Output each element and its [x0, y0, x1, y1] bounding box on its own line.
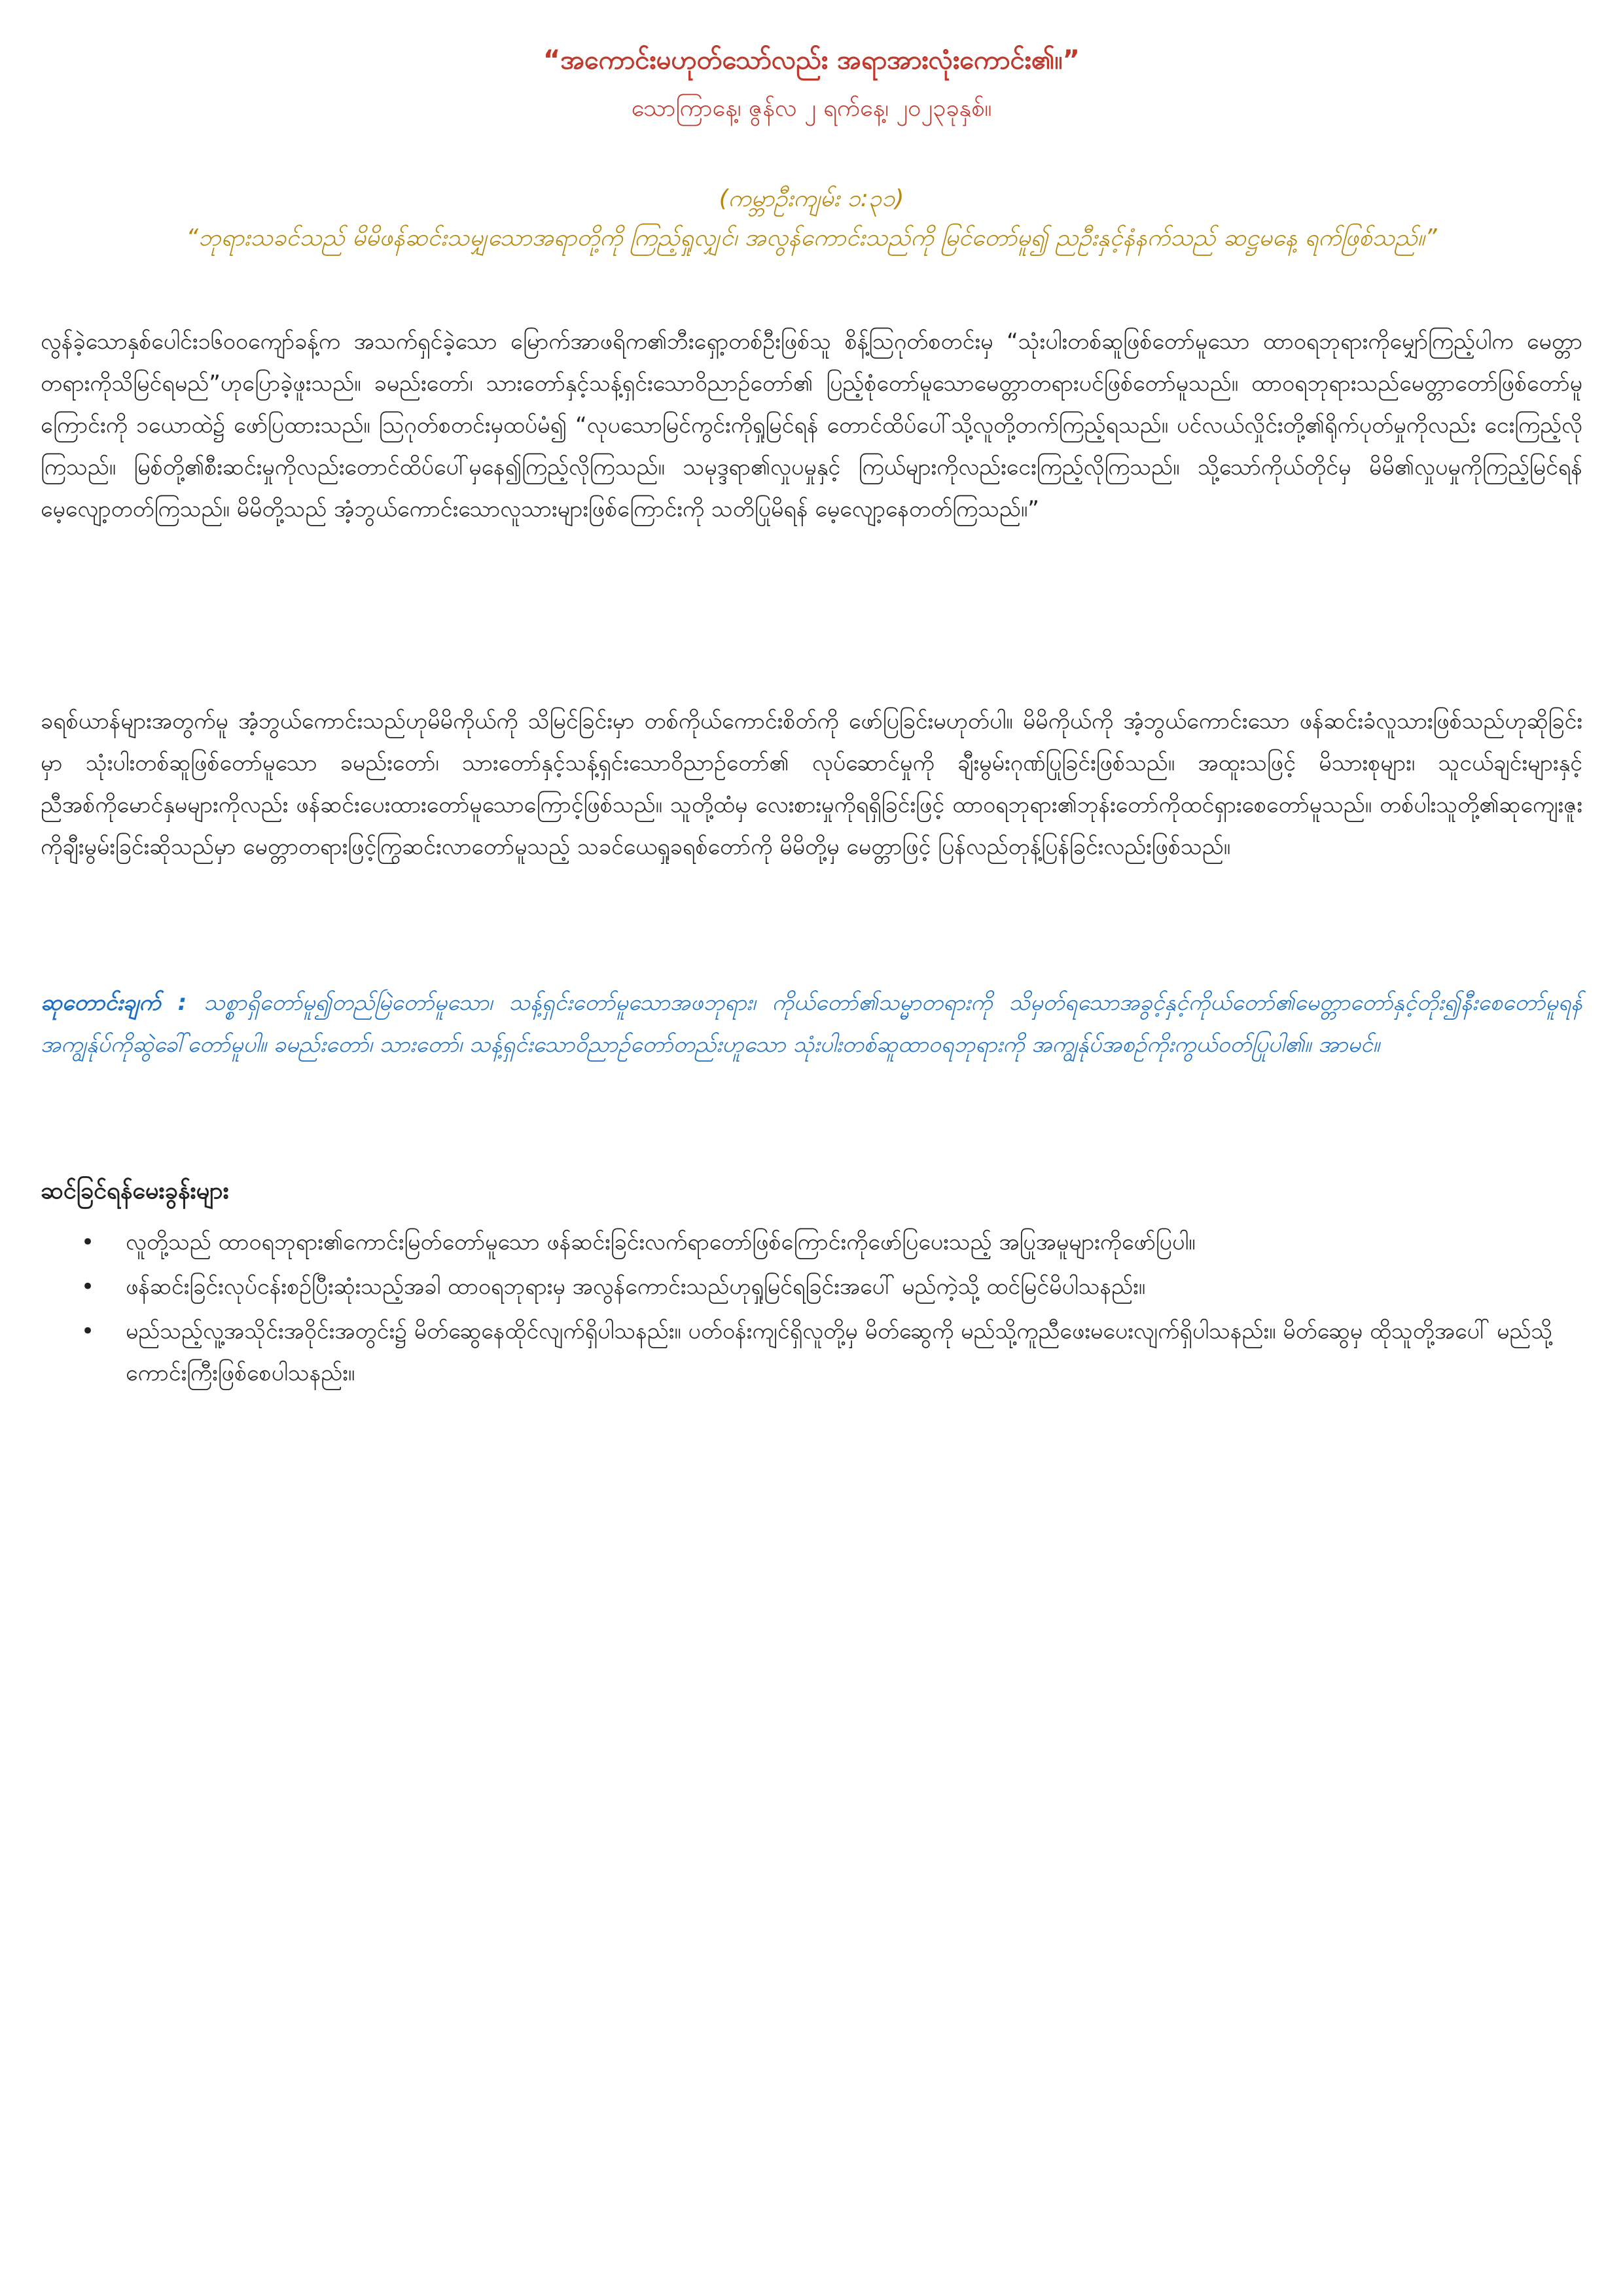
list-item: [41, 1310, 1582, 1394]
question-text: ဖန်ဆင်းခြင်းလုပ်ငန်းစဉ်ပြီးဆုံးသည့်အခါ ထာဝရဘုရားမှ အလွန်ကောင်းသည်ဟုရှုမြင်ရခြင်းအပေါ် မည်ကဲ့သို့ ထင်မြင်မိပါသနည်း။: [126, 1274, 1146, 1300]
questions-list: [41, 1221, 1582, 1397]
body-paragraph-1: လွန်ခဲ့သောနှစ်ပေါင်း၁၆၀၀ကျော်ခန့်က အသက်ရှင်ခဲ့သော မြောက်အာဖရိက၏ဘီးရှော့တစ်ဦးဖြစ်သူ စိန့်ဩဂုတ်စတင်းမှ “သုံးပါးတစ်ဆူဖြစ်တော်မူသော ထာဝရဘုရားကိုမျှော်ကြည့်ပါက မေတ္တာတရားကိုသိမြင်ရမည်”ဟုပြောခဲ့ဖူးသည်။ ခမည်းတော်၊ သားတော်နှင့်သန့်ရှင်းသောဝိညာဉ်တော်၏ ပြည့်စုံတော်မူသောမေတ္တာတရားပင်ဖြစ်တော်မူသည်။ ထာဝရဘုရားသည်မေတ္တာတော်ဖြစ်တော်မူကြောင်းကို ၁ယောထဲ၌ ဖော်ပြထားသည်။ ဩဂုတ်စတင်းမှထပ်မံ၍ “လုပသောမြင်ကွင်းကိုရှုမြင်ရန် တောင်ထိပ်ပေါ်သို့လူတို့တက်ကြည့်ရသည်။ ပင်လယ်လှိုင်းတို့၏ရိုက်ပုတ်မှုကိုလည်း ငေးကြည့်လိုကြသည်။ မြစ်တို့၏စီးဆင်းမှုကိုလည်းတောင်ထိပ်ပေါ်မှနေ၍ကြည့်လိုကြသည်။ သမုဒ္ဒရာ၏လှုပမှုနှင့် ကြယ်များကိုလည်းငေးကြည့်လိုကြသည်။ သို့သော်ကိုယ်တိုင်မှ မိမိ၏လှုပမှုကိုကြည့်မြင်ရန်မေ့လျော့တတ်ကြသည်။ မိမိတို့သည် အံ့ဘွယ်ကောင်းသောလူသားများဖြစ်ကြောင်းကို သတိပြုမိရန် မေ့လျော့နေတတ်ကြသည်။”: [41, 329, 1582, 522]
devotional-title: “အကောင်းမဟုတ်သော်လည်း အရာအားလုံးကောင်း၏။”: [543, 45, 1080, 75]
list-item: [41, 1266, 1582, 1308]
prayer-label: ဆုတောင်းချက်: [41, 990, 161, 1016]
prayer-block: [41, 982, 1582, 1066]
question-text: မည်သည့်လူ့အသိုင်းအဝိုင်းအတွင်း၌ မိတ်ဆွေနေထိုင်လျက်ရှိပါသနည်း။ ပတ်ဝန်းကျင်ရှိလူတို့မှ မိတ်ဆွေကို မည်သို့ကူညီဖေးမပေးလျက်ရှိပါသနည်း။ မိတ်ဆွေမှ ထိုသူတို့အပေါ် မည်သို့ကောင်းကြီးဖြစ်စေပါသနည်း။: [126, 1318, 1553, 1386]
devotional-date: သောကြာနေ့၊ ဇွန်လ ၂ ရက်နေ့၊ ၂၀၂၃ခုနှစ်။: [631, 95, 992, 122]
scripture-block: [41, 179, 1582, 258]
questions-heading: ဆင်ခြင်ရန်မေးခွန်းများ: [41, 1177, 229, 1204]
bullet-icon: •: [81, 1274, 95, 1300]
bullet-icon: •: [81, 1229, 95, 1255]
prayer-separator: :: [160, 990, 204, 1016]
scripture-reference: (ကမ္ဘာဦးကျမ်း ၁:၃၁): [719, 185, 904, 212]
bullet-icon: •: [81, 1318, 95, 1344]
scripture-text: “ဘုရားသခင်သည် မိမိဖန်ဆင်းသမျှသောအရာတို့ကို ကြည့်ရှုလျှင်၊ အလွန်ကောင်းသည်ကို မြင်တော်မူ၍ ညဦးနှင့်နံနက်သည် ဆဋ္ဌမနေ့ ရက်ဖြစ်သည်။”: [186, 224, 1437, 251]
question-text: လူတို့သည် ထာဝရဘုရား၏ကောင်းမြတ်တော်မူသော ဖန်ဆင်းခြင်းလက်ရာတော်ဖြစ်ကြောင်းကိုဖော်ပြပေးသည့် အပြုအမူများကိုဖော်ပြပါ။: [126, 1229, 1196, 1255]
list-item: [41, 1221, 1582, 1263]
body-paragraph-2: ခရစ်ယာန်များအတွက်မူ အံ့ဘွယ်ကောင်းသည်ဟုမိမိကိုယ်ကို သိမြင်ခြင်းမှာ တစ်ကိုယ်ကောင်းစိတ်ကို ဖော်ပြခြင်းမဟုတ်ပါ။ မိမိကိုယ်ကို အံ့ဘွယ်ကောင်းသော ဖန်ဆင်းခံလူသားဖြစ်သည်ဟုဆိုခြင်းမှာ သုံးပါးတစ်ဆူဖြစ်တော်မူသော ခမည်းတော်၊ သားတော်နှင့်သန့်ရှင်းသောဝိညာဉ်တော်၏ လုပ်ဆောင်မှုကို ချီးမွမ်းဂုဏ်ပြုခြင်းဖြစ်သည်။ အထူးသဖြင့် မိသားစုများ၊ သူငယ်ချင်းများနှင့်ညီအစ်ကိုမောင်နှမများကိုလည်း ဖန်ဆင်းပေးထားတော်မူသောကြောင့်ဖြစ်သည်။ သူတို့ထံမှ လေးစားမှုကိုရရှိခြင်းဖြင့် ထာဝရဘုရား၏ဘုန်းတော်ကိုထင်ရှားစေတော်မူသည်။ တစ်ပါးသူတို့၏ဆုကျေးဇူးကိုချီးမွမ်းခြင်းဆိုသည်မှာ မေတ္တာတရားဖြင့်ကြွဆင်းလာတော်မူသည့် သခင်ယေရှုခရစ်တော်ကို မိမိတို့မှ မေတ္တာဖြင့် ပြန်လည်တုန့်ပြန်ခြင်းလည်းဖြစ်သည်။: [41, 708, 1582, 860]
prayer-text: သစ္စာရှိတော်မူ၍တည်မြဲတော်မူသော၊ သန့်ရှင်းတော်မူသောအဖဘုရား၊ ကိုယ်တော်၏သမ္မာတရားကို သိမှတ်ရသောအခွင့်နှင့်ကိုယ်တော်၏မေတ္တာတော်နှင့်တိုး၍နီးစေတော်မူရန် အကျွန်ုပ်ကိုဆွဲခေါ်တော်မူပါ။ ခမည်းတော်၊ သားတော်၊ သန့်ရှင်းသောဝိညာဉ်တော်တည်းဟူသော သုံးပါးတစ်ဆူထာဝရဘုရားကို အကျွန်ုပ်အစဉ်ကိုးကွယ်ဝတ်ပြုပါ၏။ အာမင်။: [41, 990, 1582, 1058]
